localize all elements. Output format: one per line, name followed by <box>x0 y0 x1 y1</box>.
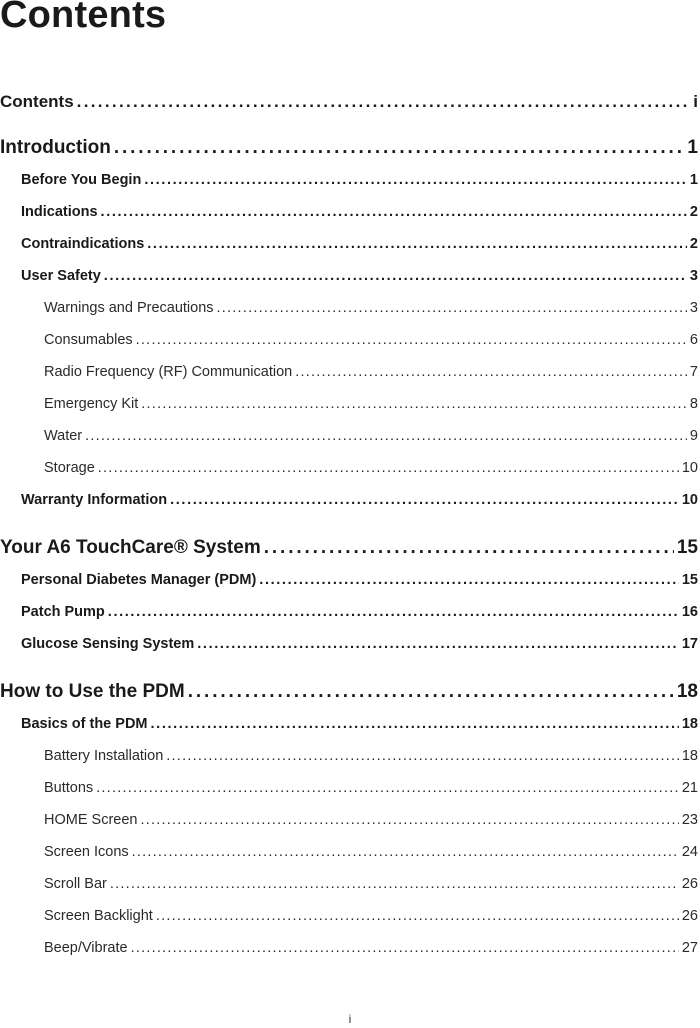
toc-entry-title: Emergency Kit <box>44 396 139 412</box>
toc-entry-page: 6 <box>689 332 698 348</box>
dot-leader <box>147 236 687 252</box>
toc-entry-title: Warranty Information <box>21 492 168 508</box>
toc-entry-page: 15 <box>681 572 698 588</box>
toc-entry-page: 10 <box>681 492 698 508</box>
dot-leader <box>170 492 679 508</box>
dot-leader <box>188 681 674 703</box>
dot-leader <box>110 876 679 892</box>
page-number: i <box>348 1012 352 1026</box>
toc-entry-title: Contents <box>0 92 74 111</box>
toc-entry[interactable] <box>21 172 698 188</box>
toc-entry[interactable] <box>44 396 698 412</box>
toc-entry-page: 9 <box>689 428 698 444</box>
dot-leader <box>217 300 687 316</box>
toc-entry-title: Screen Icons <box>44 844 129 860</box>
toc-entry-title: Buttons <box>44 780 94 796</box>
toc-entry[interactable] <box>44 332 698 348</box>
dot-leader <box>166 748 679 764</box>
toc-entry[interactable] <box>44 876 698 892</box>
toc-entry[interactable] <box>0 537 698 559</box>
toc-entry[interactable] <box>0 92 698 112</box>
toc-entry-title: Screen Backlight <box>44 908 153 924</box>
toc-entry-page: 17 <box>681 636 698 652</box>
toc-entry[interactable] <box>21 492 698 508</box>
dot-leader <box>104 268 687 284</box>
toc-entry[interactable] <box>21 716 698 732</box>
toc-entry-page: 27 <box>681 940 698 956</box>
toc-entry-title: HOME Screen <box>44 812 138 828</box>
toc-entry[interactable] <box>0 681 698 703</box>
dot-leader <box>114 137 685 159</box>
toc-entry-title: User Safety <box>21 268 101 284</box>
toc-entry-title: Scroll Bar <box>44 876 107 892</box>
dot-leader <box>85 428 687 444</box>
toc-entry[interactable] <box>21 572 698 588</box>
toc-entry-page: 26 <box>681 908 698 924</box>
toc-entry-page: 18 <box>681 748 698 764</box>
toc-entry[interactable] <box>44 460 698 476</box>
toc-entry[interactable] <box>44 428 698 444</box>
toc-entry-page: 24 <box>681 844 698 860</box>
toc-entry-page: 1 <box>687 137 698 158</box>
page-title: Contents <box>0 0 167 36</box>
toc-entry-page: 18 <box>681 716 698 732</box>
toc-entry-title: Personal Diabetes Manager (PDM) <box>21 572 257 588</box>
dot-leader <box>101 204 687 220</box>
dot-leader <box>96 780 679 796</box>
toc-entry-title: Introduction <box>0 137 111 158</box>
toc-entry-title: Basics of the PDM <box>21 716 148 732</box>
toc-entry[interactable] <box>44 364 698 380</box>
dot-leader <box>264 537 674 559</box>
dot-leader <box>141 396 687 412</box>
dot-leader <box>295 364 687 380</box>
toc-entry-page: 10 <box>681 460 698 476</box>
toc-entry-title: Consumables <box>44 332 133 348</box>
toc-entry-page: 3 <box>689 300 698 316</box>
toc-entry-title: Indications <box>21 204 98 220</box>
toc-entry-page: 15 <box>676 537 698 558</box>
dot-leader <box>156 908 679 924</box>
dot-leader <box>197 636 679 652</box>
dot-leader <box>140 812 678 828</box>
toc-entry-page: 2 <box>689 236 698 252</box>
toc-entry-page: 18 <box>676 681 698 702</box>
toc-entry-page: 8 <box>689 396 698 412</box>
dot-leader <box>136 332 687 348</box>
toc-entry-title: Your A6 TouchCare® System <box>0 537 261 558</box>
dot-leader <box>144 172 687 188</box>
toc-entry[interactable] <box>44 780 698 796</box>
toc-entry-title: Patch Pump <box>21 604 105 620</box>
toc-entry[interactable] <box>0 137 698 159</box>
dot-leader <box>108 604 679 620</box>
toc-entry-title: Contraindications <box>21 236 145 252</box>
toc-entry-page: 26 <box>681 876 698 892</box>
toc-entry-page: i <box>693 92 698 111</box>
toc-entry[interactable] <box>21 236 698 252</box>
toc-entry-title: Glucose Sensing System <box>21 636 195 652</box>
toc-entry-title: Battery Installation <box>44 748 164 764</box>
dot-leader <box>131 940 679 956</box>
toc-entry[interactable] <box>21 604 698 620</box>
toc-entry[interactable] <box>44 812 698 828</box>
toc-entry-page: 16 <box>681 604 698 620</box>
dot-leader <box>77 92 691 112</box>
dot-leader <box>132 844 679 860</box>
dot-leader <box>151 716 679 732</box>
toc-entry-page: 2 <box>689 204 698 220</box>
toc-entry-page: 7 <box>689 364 698 380</box>
toc-entry[interactable] <box>21 636 698 652</box>
toc-entry-page: 3 <box>689 268 698 284</box>
toc-entry[interactable] <box>44 908 698 924</box>
dot-leader <box>98 460 679 476</box>
toc-entry-title: Before You Begin <box>21 172 142 188</box>
toc-entry-title: Water <box>44 428 83 444</box>
toc-entry[interactable] <box>44 300 698 316</box>
dot-leader <box>259 572 679 588</box>
toc-entry-title: Warnings and Precautions <box>44 300 214 316</box>
toc-entry-title: How to Use the PDM <box>0 681 185 702</box>
toc-entry-title: Storage <box>44 460 95 476</box>
toc-entry[interactable] <box>44 844 698 860</box>
toc-entry-page: 23 <box>681 812 698 828</box>
toc-entry[interactable] <box>44 748 698 764</box>
toc-entry-title: Radio Frequency (RF) Communication <box>44 364 293 380</box>
toc-entry-page: 21 <box>681 780 698 796</box>
toc-entry-page: 1 <box>689 172 698 188</box>
toc-entry[interactable] <box>21 204 698 220</box>
toc-entry[interactable] <box>21 268 698 284</box>
toc-entry-title: Beep/Vibrate <box>44 940 128 956</box>
toc-entry[interactable] <box>44 940 698 956</box>
